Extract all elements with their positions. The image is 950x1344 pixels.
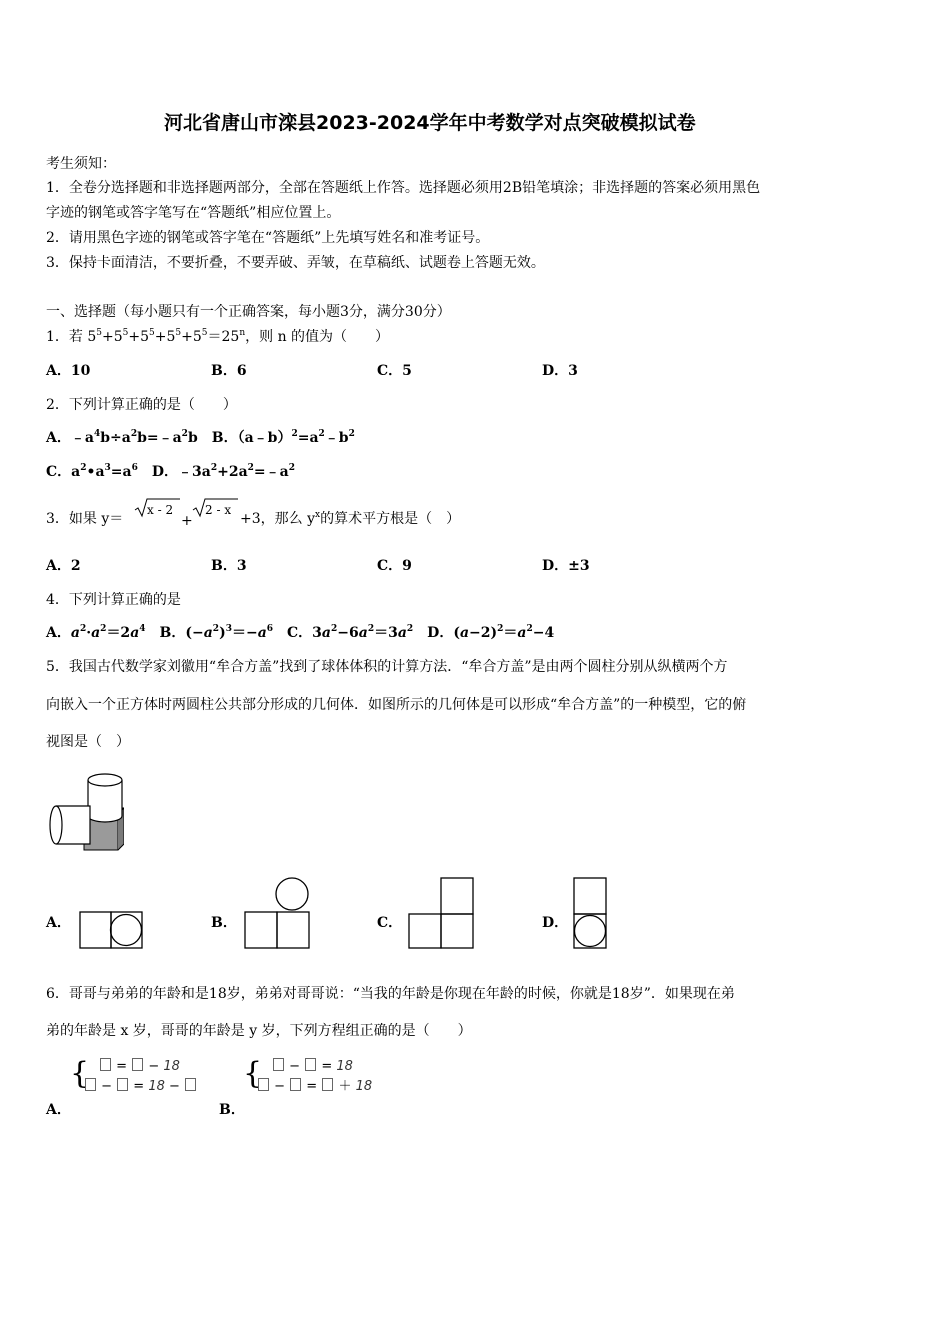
- q6-b-eq2-num: 18: [355, 1079, 373, 1094]
- q6-option-a-eq2: − = 18 −: [84, 1078, 197, 1095]
- q6-b-eq1-num: 18: [336, 1059, 353, 1074]
- q3-option-d: D．±3: [542, 558, 590, 574]
- notice-item-3: 3．保持卡面清洁，不要折叠，不要弄破、弄皱，在草稿纸、试题卷上答题无效。: [46, 255, 545, 271]
- q1-option-b: B．6: [211, 363, 247, 379]
- q1-stem: 1．若 $5^5+5^5+5^5+5^5+5^5=25^n$，则 n 的值为（ ）: [46, 328, 390, 345]
- notice-item-2: 2．请用黑色字迹的钢笔或答字笔在“答题纸”上先填写姓名和准考证号。: [46, 230, 490, 246]
- q4-options: A．$a^2\cdot a^2=2a^4$ B．$(-a^2)^3=-a^6$ C．$3a^2-6a^2=3a^2$ D．$(a-2)^2=a^2-4$: [46, 624, 555, 641]
- q3-radical-1-text: x - 2: [147, 503, 174, 517]
- q3-stem-suffix: +3，那么 y: [240, 511, 315, 527]
- q3-option-c: C．9: [377, 558, 412, 574]
- q6-line-1: 6．哥哥与弟弟的年龄和是18岁，弟弟对哥哥说：“当我的年龄是你现在年龄的时候，你就是18岁”．如果现在弟: [46, 986, 735, 1002]
- q1-option-a: A．10: [46, 363, 91, 379]
- q1-stem-prefix: 1．若 5: [46, 329, 97, 345]
- q2-label-a: A．: [46, 430, 71, 446]
- page-title: 河北省唐山市滦县2023-2024学年中考数学对点突破模拟试卷: [164, 112, 696, 134]
- q1-option-c: C．5: [377, 363, 412, 379]
- q2-stem: 2．下列计算正确的是（ ）: [46, 397, 237, 413]
- q3-stem-rest: +3，那么 $y^x$的算术平方根是（ ）: [240, 510, 461, 527]
- q5-option-c-label: C．: [377, 915, 403, 931]
- notice-item-1a: 1．全卷分选择题和非选择题两部分，全部在答题纸上作答。选择题必须用2B铅笔填涂；非选择题的答案必须用黑色: [46, 180, 761, 196]
- q3-plus: +: [181, 513, 193, 529]
- q3-option-b: B．3: [211, 558, 247, 574]
- q2-label-b: B．: [211, 430, 238, 446]
- q2-label-c: C．: [46, 464, 72, 480]
- q4-stem: 4．下列计算正确的是: [46, 592, 181, 608]
- q5-line-1: 5．我国古代数学家刘徽用“牟合方盖”找到了球体体积的计算方法．“牟合方盖”是由两个圆柱分别从纵横两个方: [46, 659, 728, 675]
- section-heading: 一、选择题（每小题只有一个正确答案，每小题3分，满分30分）: [46, 304, 451, 320]
- notice-item-1b: 字迹的钢笔或答字笔写在“答题纸”相应位置上。: [46, 205, 341, 221]
- q2-options-cd: C．$a^2•a^3=a^6$ D．$﹣3a^2+2a^2=﹣a^2$: [46, 463, 295, 480]
- q6-option-b-eq1: − = 18: [259, 1058, 353, 1075]
- q2-options-ab: A．$﹣a^4b\div a^2b=﹣a^2b$ B．$(a﹣b)^2=a^2﹣b^2$: [46, 429, 355, 446]
- q3-option-a: A．2: [46, 558, 81, 574]
- q5-option-b-label: B．: [211, 915, 237, 931]
- q6-option-a-label: A．: [46, 1102, 71, 1118]
- q6-a-eq2-num: 18: [148, 1079, 165, 1094]
- q1-stem-suffix: ，则 n 的值为（ ）: [245, 329, 390, 345]
- q3-stem-tail: 的算术平方根是（ ）: [320, 511, 461, 527]
- q5-option-d-figure: [572, 876, 608, 950]
- q6-option-a-brace: {: [70, 1056, 90, 1091]
- notice-heading: 考生须知：: [46, 156, 116, 172]
- q3-stem-prefix: 3．如果 y＝: [46, 511, 124, 527]
- q5-option-a-figure: [78, 910, 144, 950]
- q5-option-d-label: D．: [542, 915, 569, 931]
- q5-solid-model-figure: [46, 772, 124, 852]
- q5-option-c-figure: [407, 876, 475, 950]
- q5-line-2: 向嵌入一个正方体时两圆柱公共部分形成的几何体．如图所示的几何体是可以形成“牟合方盖”的一种模型，它的俯: [46, 697, 747, 713]
- q5-line-3: 视图是（ ）: [46, 734, 130, 750]
- q6-option-b-eq2: − = ＋ 18: [257, 1078, 372, 1095]
- q5-option-a-label: A．: [46, 915, 71, 931]
- q6-option-b-brace: {: [243, 1056, 263, 1091]
- q1-option-d: D．3: [542, 363, 578, 379]
- q6-option-a-eq1: = − 18: [86, 1058, 180, 1075]
- q6-option-b-label: B．: [219, 1102, 245, 1118]
- q5-option-b-figure: [243, 874, 311, 950]
- q2-label-d: D．: [151, 464, 179, 480]
- q3-radical-2-text: 2 - x: [205, 503, 232, 517]
- q6-a-eq1-num: 18: [163, 1059, 180, 1074]
- q6-line-2: 弟的年龄是 x 岁，哥哥的年龄是 y 岁，下列方程组正确的是（ ）: [46, 1023, 472, 1039]
